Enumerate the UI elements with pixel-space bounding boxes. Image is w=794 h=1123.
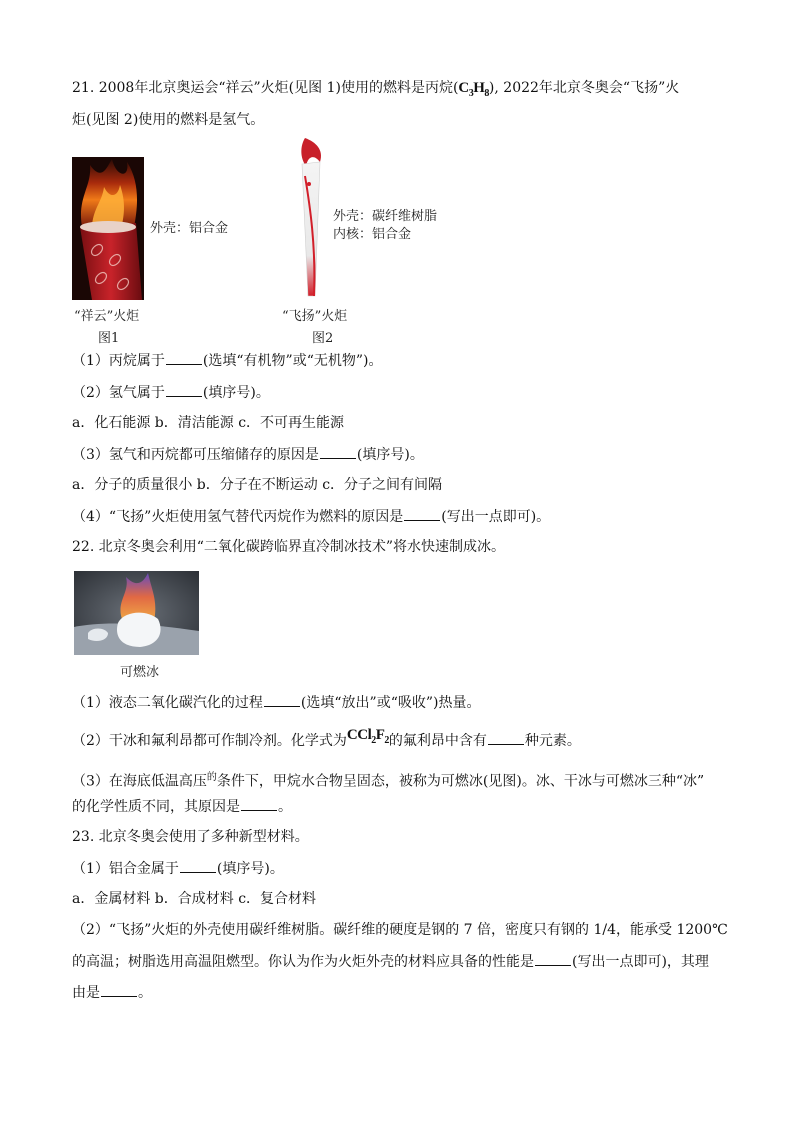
answer-blank[interactable] — [488, 730, 524, 745]
answer-blank[interactable] — [264, 692, 300, 707]
freon-formula — [346, 727, 389, 746]
fig1-name: “祥云”火炬 — [74, 309, 140, 324]
q22-part1 — [72, 692, 480, 713]
fig2-name: “飞扬”火炬 — [282, 309, 348, 324]
q21-part3-options: a．分子的质量很小 b．分子在不断运动 c．分子之间有间隔 — [72, 477, 443, 493]
q22-intro: 22. 北京冬奥会利用“二氧化碳跨临界直冷制冰技术”将水快速制成冰。 — [72, 539, 506, 555]
q23-part2-line1: （2）“飞扬”火炬的外壳使用碳纤维树脂。碳纤维的硬度是钢的 7 倍，密度只有钢的 1/4，能承受 1200℃ — [72, 922, 728, 938]
q22-p3-text-d: 。 — [278, 799, 292, 815]
q21-part3 — [72, 444, 424, 465]
answer-blank[interactable] — [404, 506, 440, 521]
feiyang-torch-image — [296, 136, 326, 301]
q21-part2 — [72, 382, 270, 403]
q21-intro-text-b: ), 2022年北京冬奥会“飞扬”火 — [488, 80, 680, 96]
q21-p4-text-a: （4）“飞扬”火炬使用氢气替代丙烷作为燃料的原因是 — [72, 509, 404, 525]
answer-blank[interactable] — [180, 858, 216, 873]
q21-intro-text-a: 21. 2008年北京奥运会“祥云”火炬(见图 1)使用的燃料是丙烷( — [72, 80, 459, 96]
q22-p1-text-a: （1）液态二氧化碳汽化的过程 — [72, 695, 263, 711]
q21-p2-text-a: （2）氢气属于 — [72, 385, 165, 401]
q22-part3-line1 — [72, 768, 704, 792]
formula-ccl: CCl — [346, 727, 372, 743]
q22-p2-text-a: （2）干冰和氟利昂都可作制冷剂。化学式为 — [72, 733, 347, 749]
propane-formula — [458, 80, 489, 99]
q23-p1-text-a: （1）铝合金属于 — [72, 861, 179, 877]
q21-part2-options: a．化石能源 b．清洁能源 c．不可再生能源 — [72, 415, 345, 431]
q23-part2-line3 — [72, 982, 152, 1003]
q22-p3-text-b: 条件下，甲烷水合物呈固态，被称为可燃冰(见图)。冰、干冰与可燃冰三种“冰” — [216, 773, 705, 790]
formula-h: H — [473, 80, 485, 96]
q22-p2-text-b: 的氟利昂中含有 — [388, 733, 487, 749]
q22-p3-text-c: 的化学性质不同，其原因是 — [72, 799, 240, 815]
fig2-caption: 图2 — [312, 331, 334, 346]
combustible-ice-caption: 可燃冰 — [120, 665, 160, 680]
answer-blank[interactable] — [101, 982, 137, 997]
formula-f-sub: 2 — [384, 735, 389, 746]
q23-part1-options: a．金属材料 b．合成材料 c．复合材料 — [72, 891, 317, 907]
q21-intro-line1 — [72, 78, 679, 104]
q22-p3-text-a: （3）在海底低温高压 — [72, 773, 207, 790]
q23-part2-line2 — [72, 951, 709, 972]
formula-c-sub: 3 — [468, 88, 474, 99]
q23-p2-text-e: 。 — [138, 985, 152, 1001]
q21-p2-text-b: (填序号)。 — [202, 385, 270, 401]
q23-p2-text-d: 由是 — [72, 985, 100, 1001]
q21-p3-text-b: (填序号)。 — [356, 447, 424, 463]
formula-ccl-sub: 2 — [371, 735, 376, 746]
q21-p3-text-a: （3）氢气和丙烷都可压缩储存的原因是 — [72, 447, 319, 463]
q22-p2-text-c: 种元素。 — [524, 733, 581, 749]
formula-c: C — [458, 80, 469, 96]
formula-f: F — [375, 727, 385, 743]
q21-part1 — [72, 350, 382, 371]
formula-h-sub: 8 — [484, 88, 489, 99]
fig2-core-label: 内核：铝合金 — [333, 227, 412, 242]
combustible-ice-image — [74, 571, 199, 655]
fig1-shell-label: 外壳：铝合金 — [150, 221, 229, 236]
q22-part3-line2 — [72, 796, 292, 817]
q21-intro-line2 — [72, 110, 264, 130]
q21-p1-text-b: (选填“有机物”或“无机物”)。 — [202, 353, 383, 369]
answer-blank[interactable] — [320, 444, 356, 459]
answer-blank[interactable] — [166, 382, 202, 397]
q22-p1-text-b: (选填“放出”或“吸收”)热量。 — [300, 695, 481, 711]
answer-blank[interactable] — [241, 796, 277, 811]
q23-part1 — [72, 858, 284, 879]
q21-p1-text-a: （1）丙烷属于 — [72, 353, 165, 369]
q22-p3-sup: 的 — [206, 772, 217, 783]
fig2-shell-label: 外壳：碳纤维树脂 — [333, 209, 438, 224]
fig1-caption: 图1 — [98, 331, 120, 346]
q23-p2-text-b: 的高温；树脂选用高温阻燃型。你认为作为火炬外壳的材料应具备的性能是 — [72, 954, 534, 970]
q21-intro-text-c: 炬(见图 2)使用的燃料是氢气。 — [72, 112, 265, 128]
q21-p4-text-b: (写出一点即可)。 — [441, 509, 551, 525]
q23-p2-text-c: (写出一点即可)，其理 — [572, 954, 709, 970]
q23-p1-text-b: (填序号)。 — [216, 861, 284, 877]
answer-blank[interactable] — [535, 951, 571, 966]
q21-part4 — [72, 506, 550, 527]
q23-intro: 23. 北京冬奥会使用了多种新型材料。 — [72, 829, 309, 845]
xiangyun-torch-image — [72, 157, 144, 300]
answer-blank[interactable] — [166, 350, 202, 365]
q22-part2 — [72, 727, 581, 757]
